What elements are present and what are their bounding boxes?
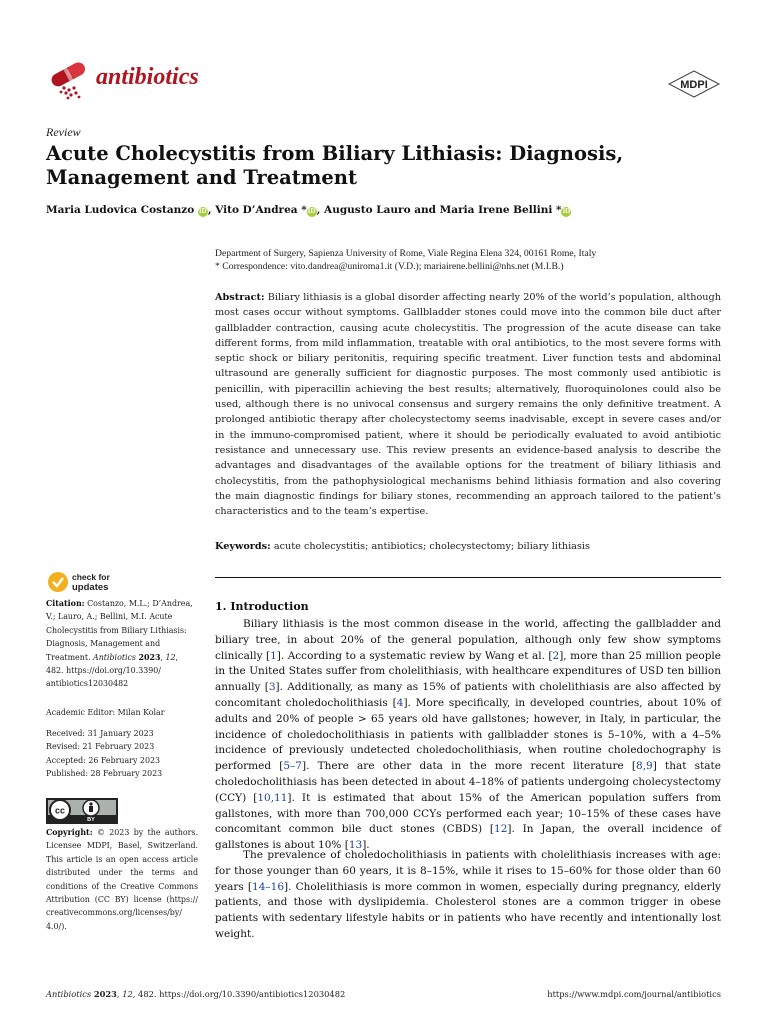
paragraph-segment: ]. According to a systematic review by Wang et al. [: [276, 649, 553, 662]
section-divider: [215, 577, 721, 578]
check-for-updates-badge[interactable]: [46, 570, 156, 594]
orcid-icon[interactable]: iD: [199, 208, 207, 215]
orcid-icon[interactable]: iD: [562, 208, 571, 215]
author-name[interactable]: Augusto Lauro and Maria Irene Bellini: [324, 204, 553, 216]
paragraph-text: [215, 848, 721, 943]
footer-citation: Antibiotics 2023, 12, 482. https://doi.org/10.3390/antibiotics12030482: [46, 989, 346, 999]
copyright-block: [46, 826, 198, 933]
cc-badge-text: BY: [87, 817, 95, 823]
reference-link[interactable]: 12: [494, 823, 508, 836]
paragraph-segment: ] that state choledocholithiasis has been detected in about 4–18% of patients undergoing cholecystectomy (CCY) [: [215, 760, 721, 804]
section-title-introduction: 1. Introduction: [215, 600, 309, 613]
body-paragraph-1: [215, 617, 721, 854]
paragraph-segment: ]. More specifically, in developed countries, about 10% of adults and 20% of people > 65 years old have gallstones; however, in Italy, in particular, the incidence of choledocholithiasis in patients with gallbladder stones is 5–10%, with a 4–5% incidence of previously undetected choledocholithiasis, when routine choledochography is performed [: [215, 696, 721, 773]
keywords: [215, 541, 721, 552]
date-revised: Revised: 21 February 2023: [46, 742, 155, 752]
citation-block: Citation: Costanzo, M.L.; D’Andrea, V.; Lauro, A.; Bellini, M.I. Acute Cholecystitis from Biliary Lithiasis: Diagnosis, Management and Treatment. Antibiotics 2023, 12, 482. https://doi.org/10.3390/ antibiotics12030482: [46, 599, 193, 689]
reference-link[interactable]: 1: [270, 649, 277, 662]
paragraph-segment: ].: [362, 839, 370, 852]
paragraph-segment: ], more than 25 million people in the United States suffer from cholelithiasis, with healthcare expenditures of USD ten billion annually [: [215, 649, 721, 694]
paragraph-segment: The prevalence of choledocholithiasis in patients with cholelithiasis increases with age: for those younger than 60 years, it is 8–15%, while it rises to 15–60% for those older than 60 years [: [215, 849, 721, 893]
article-title: Acute Cholecystitis from Biliary Lithiasis: Diagnosis, Management and Treatment: [46, 142, 624, 189]
reference-link[interactable]: 10,11: [257, 791, 288, 804]
keywords-label: Keywords:: [215, 541, 271, 552]
copyright-text: © 2023 by the authors. Licensee MDPI, Basel, Switzerland. This article is an open access article distributed under the terms and conditions of the Creative Commons Attribution (CC BY) license (https:// creativecommons.org/licenses/by/ 4.0/).: [46, 828, 198, 931]
author-name[interactable]: Maria Ludovica Costanzo: [46, 204, 195, 216]
reference-link[interactable]: 3: [268, 681, 276, 694]
abstract: [215, 290, 721, 519]
reference-link[interactable]: 8,9: [636, 760, 653, 773]
paragraph-segment: ]. Additionally, as many as 15% of patients with cholelithiasis are also affected by concomitant choledocholithiasis [: [215, 681, 721, 709]
mdpi-logo-text: MDPI: [680, 79, 708, 91]
journal-name: antibiotics: [96, 64, 199, 90]
citation-doi: , 482. https://doi.org/10.3390/ antibiotics12030482: [46, 652, 179, 689]
orcid-icon[interactable]: iD: [307, 208, 316, 215]
paragraph-segment: Biliary lithiasis is the most common disease in the world, affecting the gallbladder and biliary tree, in about 20% of the general population, although only few show symptoms clinically [: [215, 618, 721, 662]
reference-link[interactable]: 2: [552, 649, 560, 662]
correspondence: * Correspondence: vito.dandrea@uniroma1.it (V.D.); mariairene.bellini@nhs.net (M.I.B.): [215, 261, 564, 272]
date-received: Received: 31 January 2023: [46, 729, 154, 738]
article-type: Review: [46, 125, 81, 139]
mdpi-logo-icon: [667, 70, 721, 98]
date-accepted: Accepted: 26 February 2023: [46, 755, 161, 765]
affiliation: Department of Surgery, Sapienza University of Rome, Viale Regina Elena 324, 00161 Rome, Italy: [215, 248, 597, 259]
paragraph-segment: ]. There are other data in the more recent literature [: [302, 760, 637, 773]
paragraph-text: [215, 617, 721, 854]
keywords-text: acute cholecystitis; antibiotics; cholecystectomy; biliary lithiasis: [273, 541, 590, 552]
check-updates-line2: updates: [72, 582, 109, 593]
paragraph-segment: ]. In Japan, the overall incidence of gallstones is about 10% [: [215, 823, 721, 852]
body-paragraph-2: [215, 848, 721, 943]
reference-link[interactable]: 5–7: [283, 760, 302, 773]
reference-link[interactable]: 4: [396, 696, 404, 709]
author-name[interactable]: Vito D’Andrea: [215, 204, 298, 216]
footer-journal-url[interactable]: https://www.mdpi.com/journal/antibiotics: [547, 989, 721, 999]
date-published: Published: 28 February 2023: [46, 769, 163, 779]
publication-dates: [46, 727, 198, 781]
cc-by-license-icon[interactable]: [46, 798, 118, 824]
reference-link[interactable]: 13: [348, 839, 363, 852]
citation-label: Citation:: [46, 599, 85, 608]
antibiotics-logo-icon: [46, 60, 90, 100]
paragraph-segment: ]. It is estimated that about 15% of the American population suffers from gallstones, with more than 700,000 CCYs performed each year; 10–15% of these cases have concomitant common bile duct stones (CBDS) [: [215, 791, 721, 836]
author-list: Maria Ludovica Costanzo iD, Vito D’Andrea *iD, Augusto Lauro and Maria Irene Bellini *iD: [46, 204, 571, 216]
check-updates-line1: check for: [72, 572, 110, 582]
abstract-text: Biliary lithiasis is a global disorder affecting nearly 20% of the world’s population, although most cases occur without symptoms. Gallbladder stones could move into the common bile duct after gallbladder contraction, causing acute cholecystitis. The progression of the acute disease can take different forms, from mild inflammation, treatable with oral antibiotics, to the most severe forms with septic shock or biliary peritonitis, requiring specific treatment. Liver function tests and abdominal ultrasound are generally sufficient for diagnostic purposes. The most commonly used antibiotic is penicillin, with piperacillin achieving the best results; alternatively, fluoroquinolones could also be used, although there is no univocal consensus and surgery remains the only definitive treatment. A prolonged antibiotic therapy after cholecystectomy seems inadvisable, except in severe cases and/or in the immuno-compromised patient, where it should be periodically evaluated to avoid antibiotic resistance and unnecessary use. This review presents an evidence-based analysis to describe the advantages and disadvantages of the available options for the treatment of biliary lithiasis and cholecystitis, from the pathophysiological mechanisms behind lithiasis formation and also covering the main diagnostic findings for biliary stones, recommending an approach tailored to the patient’s characteristics and to the team’s expertise.: [215, 292, 721, 518]
footer-doi-link[interactable]: , 482. https://doi.org/10.3390/antibiotics12030482: [132, 989, 346, 999]
academic-editor: Academic Editor: Milan Kolar: [46, 708, 165, 717]
paragraph-segment: ]. Cholelithiasis is more common in women, especially during pregnancy, elderly patients, and those with dyslipidemia. Cholesterol stones are a common trigger in obese patients with sedentary lifestyle habits or in patients who have recently and intentionally lost weight.: [215, 880, 721, 940]
abstract-label: Abstract:: [215, 292, 265, 303]
affiliation-block: [215, 247, 735, 273]
reference-link[interactable]: 14–16: [252, 880, 285, 893]
check-updates-icon: [48, 572, 68, 592]
copyright-label: Copyright:: [46, 828, 93, 837]
svg-text:cc: cc: [54, 805, 66, 816]
